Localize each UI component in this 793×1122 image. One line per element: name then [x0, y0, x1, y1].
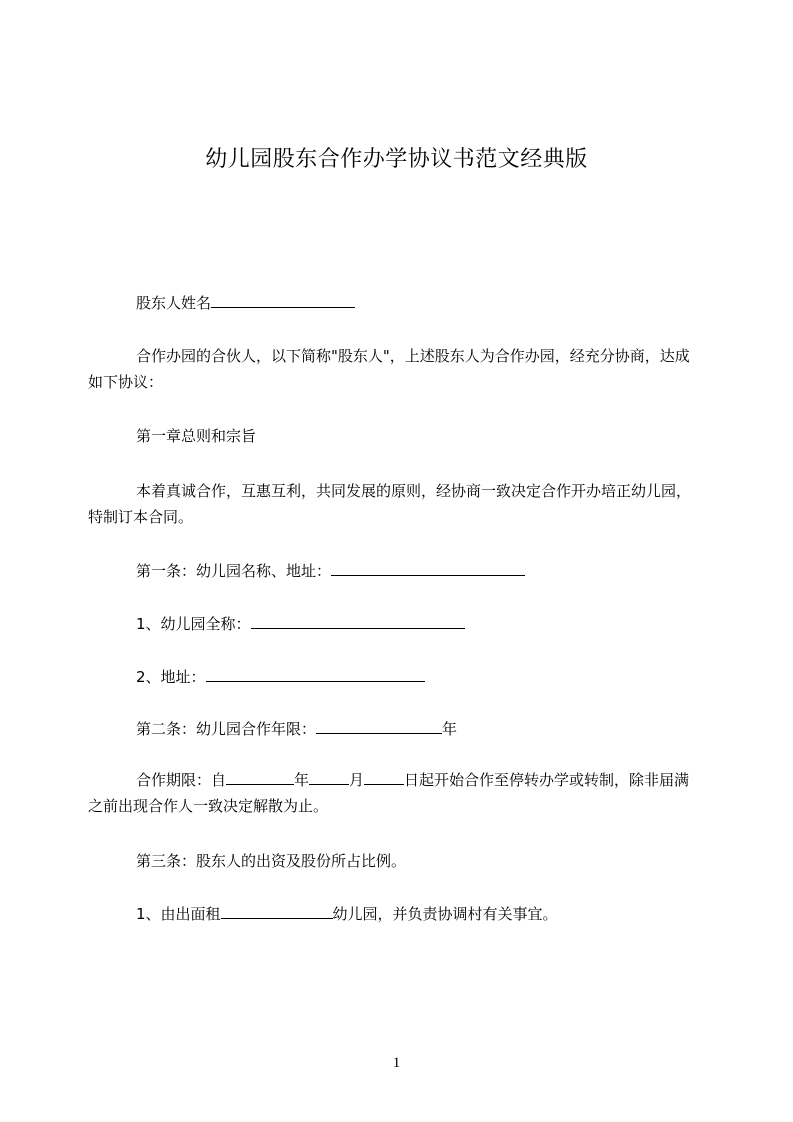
article3-heading: 第三条：股东人的出资及股份所占比例。: [136, 852, 407, 870]
article1-1-line: [136, 613, 465, 635]
start-month-blank: [309, 769, 349, 785]
period-text: 日起开始合作至停转办学或转制，除非届满之前出现合作人一致决定解散为止。: [88, 771, 690, 815]
shareholder-name-blank: [211, 292, 355, 308]
years-blank: [316, 718, 442, 734]
purpose-paragraph: [88, 478, 704, 530]
page-number: 1: [392, 1055, 401, 1071]
year-unit: 年: [294, 771, 310, 789]
article1-blank: [331, 560, 525, 576]
document-title: 幼儿园股东合作办学协议书范文经典版: [205, 147, 588, 172]
article3-1-prefix: 1、由出面租: [136, 905, 221, 923]
intro-text: 合作办园的合伙人，以下简称"股东人"，上述股东人为合作办园，经充分协商，达成如下协议：: [88, 347, 690, 391]
address-blank: [206, 666, 425, 682]
article2-line: [136, 718, 457, 740]
intro-paragraph: [88, 343, 704, 395]
article1-1-label: 1、幼儿园全称：: [136, 615, 251, 633]
article1-2-label: 2、地址：: [136, 668, 206, 686]
start-day-blank: [364, 769, 404, 785]
article3-1-text: 幼儿园，并负责协调村有关事宜。: [332, 905, 558, 923]
shareholder-name-label: 股东人姓名: [136, 294, 212, 312]
article2-unit: 年: [442, 720, 458, 738]
article3-1-line: [136, 903, 558, 925]
fullname-blank: [251, 613, 465, 629]
shareholder-name-line: [136, 292, 355, 314]
rent-blank: [221, 903, 333, 919]
chapter1-heading: 第一章总则和宗旨: [136, 427, 257, 445]
purpose-text: 本着真诚合作，互惠互利，共同发展的原则，经协商一致决定合作开办培正幼儿园，特制订本合同。: [88, 482, 692, 526]
start-year-blank: [226, 769, 294, 785]
article1-line: [136, 560, 525, 582]
article2-label: 第二条：幼儿园合作年限：: [136, 720, 317, 738]
article1-2-line: [136, 666, 425, 688]
period-label: 合作期限：自: [136, 771, 227, 789]
period-paragraph: [88, 767, 704, 819]
month-unit: 月: [349, 771, 365, 789]
article1-label: 第一条：幼儿园名称、地址：: [136, 562, 332, 580]
